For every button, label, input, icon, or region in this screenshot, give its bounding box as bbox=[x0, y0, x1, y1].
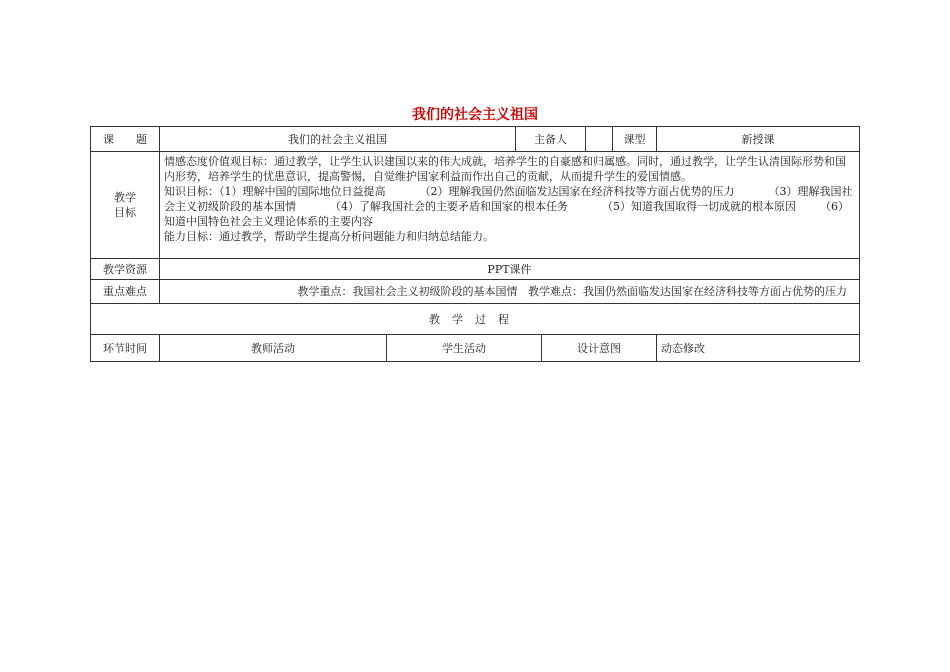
lesson-type-value: 新授课 bbox=[657, 127, 860, 152]
topic-value: 我们的社会主义祖国 bbox=[160, 127, 516, 152]
lesson-plan-table bbox=[90, 126, 860, 362]
knowledge-objective-3: （3）理解我国社会主义初级阶段的基本国情 bbox=[164, 185, 853, 213]
objectives-label-line1: 教学 bbox=[114, 191, 136, 204]
knowledge-objective-1: 知识目标：（1）理解中国的国际地位日益提高 bbox=[164, 185, 386, 198]
preparer-value bbox=[586, 127, 613, 152]
header-student: 学生活动 bbox=[387, 335, 542, 362]
knowledge-objective-4: （4）了解我国社会的主要矛盾和国家的根本任务 bbox=[330, 200, 568, 213]
objectives-row bbox=[91, 152, 860, 259]
ability-objective: 能力目标：通过教学，帮助学生提高分析问题能力和归纳总结能力。 bbox=[164, 230, 494, 243]
header-teacher: 教师活动 bbox=[160, 335, 387, 362]
resources-value: PPT课件 bbox=[160, 259, 860, 280]
resources-row bbox=[91, 259, 860, 280]
process-title-row bbox=[91, 304, 860, 335]
process-title: 教学过程 bbox=[91, 304, 860, 335]
knowledge-objective-6: （6）知道中国特色社会主义理论体系的主要内容 bbox=[164, 200, 849, 228]
header-revision: 动态修改 bbox=[657, 335, 860, 362]
knowledge-objective-5: （5）知道我国取得一切成就的根本原因 bbox=[602, 200, 796, 213]
process-header-row bbox=[91, 335, 860, 362]
knowledge-objectives bbox=[164, 184, 855, 229]
key-point: 教学重点：我国社会主义初级阶段的基本国情 bbox=[297, 285, 518, 298]
page-title: 我们的社会主义祖国 bbox=[412, 107, 538, 123]
objectives-content bbox=[160, 152, 860, 259]
topic-row bbox=[91, 127, 860, 152]
focus-label: 重点难点 bbox=[91, 280, 160, 304]
resources-label: 教学资源 bbox=[91, 259, 160, 280]
preparer-label: 主备人 bbox=[516, 127, 586, 152]
topic-label: 课 题 bbox=[91, 127, 160, 152]
emotion-objective: 情感态度价值观目标：通过教学，让学生认识建国以来的伟大成就，培养学生的自豪感和归属感。同时，通过教学，让学生认清国际形势和国内形势，培养学生的忧患意识，提高警惕，自觉维护国家利益而作出自己的贡献，从而提升学生的爱国情感。 bbox=[164, 155, 846, 183]
objectives-label-line2: 目标 bbox=[114, 206, 136, 219]
difficulty-point: 教学难点：我国仍然面临发达国家在经济科技等方面占优势的压力 bbox=[528, 285, 847, 298]
header-time: 环节时间 bbox=[91, 335, 160, 362]
objectives-label bbox=[91, 152, 160, 259]
lesson-type-label: 课型 bbox=[613, 127, 657, 152]
knowledge-objective-2: （2）理解我国仍然面临发达国家在经济科技等方面占优势的压力 bbox=[419, 185, 735, 198]
header-design: 设计意图 bbox=[542, 335, 657, 362]
focus-row bbox=[91, 280, 860, 304]
focus-content bbox=[160, 280, 860, 304]
